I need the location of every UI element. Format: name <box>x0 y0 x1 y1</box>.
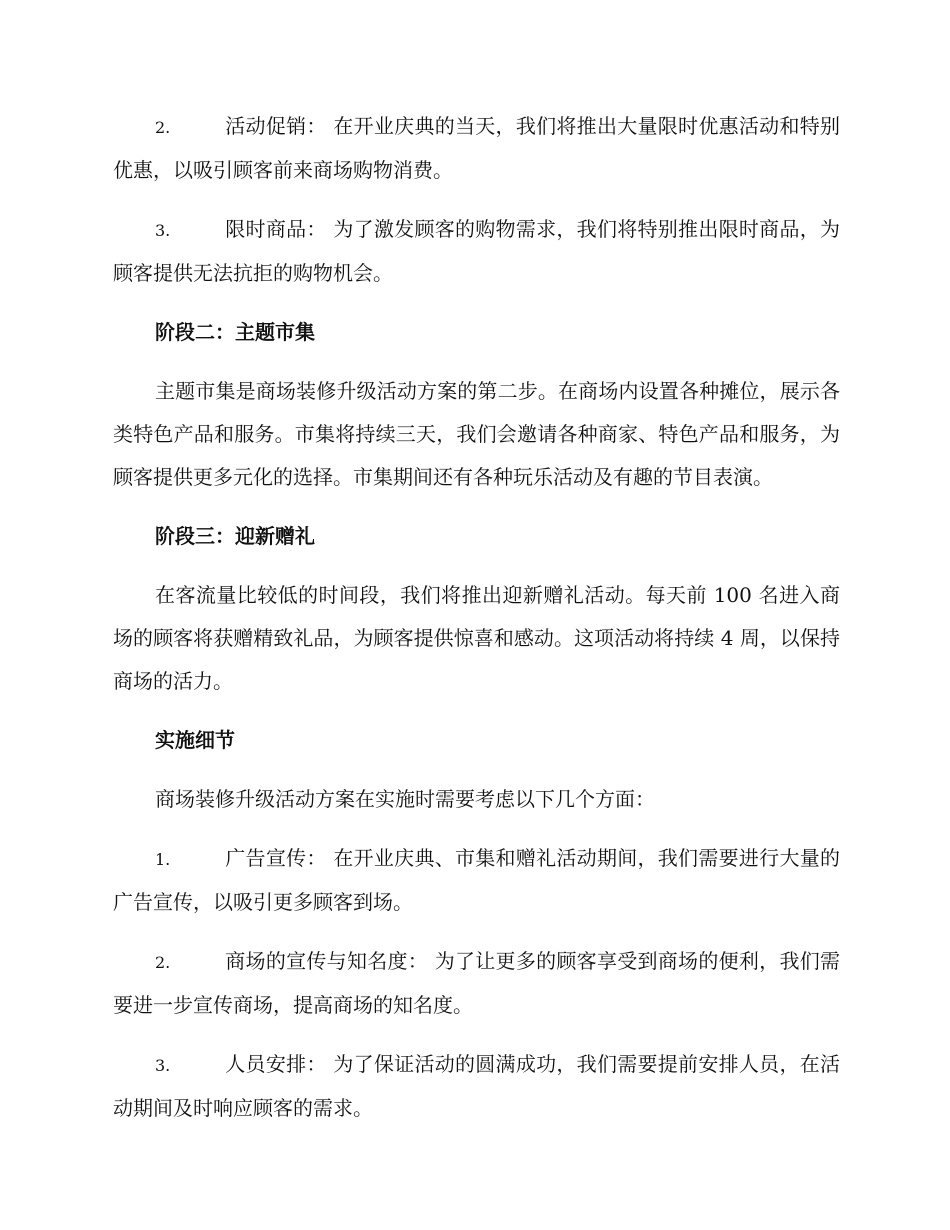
list-item-text: 为了激发顾客的购物需求，我们将特别推出限时商品，为顾客提供无法抗拒的购物机会。 <box>113 217 841 285</box>
list-item-title: 限时商品： <box>225 217 327 241</box>
list-item-title: 广告宣传： <box>225 846 327 870</box>
list-item-text: 在开业庆典、市集和赠礼活动期间，我们需要进行大量的广告宣传，以吸引更多顾客到场。 <box>113 846 841 914</box>
section-heading-stage3: 阶段三：迎新赠礼 <box>155 524 315 548</box>
list-item-title: 商场的宣传与知名度： <box>225 949 429 973</box>
list-item-title: 活动促销： <box>225 114 327 138</box>
list-item <box>113 208 840 295</box>
list-item <box>113 105 840 192</box>
section-heading-stage2: 阶段二：主题市集 <box>155 320 315 344</box>
list-item-text: 为了保证活动的圆满成功，我们需要提前安排人员，在活动期间及时响应顾客的需求。 <box>113 1052 841 1120</box>
list-number: 3. <box>155 221 171 240</box>
list-item-title: 人员安排： <box>225 1052 327 1076</box>
list-item <box>113 1043 840 1130</box>
section-heading-details: 实施细节 <box>155 728 235 752</box>
document-page <box>113 105 840 1146</box>
paragraph-details-intro: 商场装修升级活动方案在实施时需要考虑以下几个方面： <box>155 787 655 811</box>
list-number: 3. <box>155 1056 171 1075</box>
paragraph-stage3: 在客流量比较低的时间段，我们将推出迎新赠礼活动。每天前 100 名进入商场的顾客将获赠精致礼品，为顾客提供惊喜和感动。这项活动将持续 4 周，以保持商场的活力。 <box>113 583 840 693</box>
list-item <box>113 837 840 924</box>
list-item-text: 为了让更多的顾客享受到商场的便利，我们需要进一步宣传商场，提高商场的知名度。 <box>113 949 841 1017</box>
list-number: 2. <box>155 953 171 972</box>
paragraph-stage2: 主题市集是商场装修升级活动方案的第二步。在商场内设置各种摊位，展示各类特色产品和服务。市集将持续三天，我们会邀请各种商家、特色产品和服务，为顾客提供更多元化的选择。市集期间还有各种玩乐活动及有趣的节目表演。 <box>113 379 840 489</box>
list-item-text: 在开业庆典的当天，我们将推出大量限时优惠活动和特别优惠，以吸引顾客前来商场购物消费。 <box>113 114 841 182</box>
list-item <box>113 940 840 1027</box>
list-number: 2. <box>155 118 171 137</box>
list-number: 1. <box>155 850 171 869</box>
